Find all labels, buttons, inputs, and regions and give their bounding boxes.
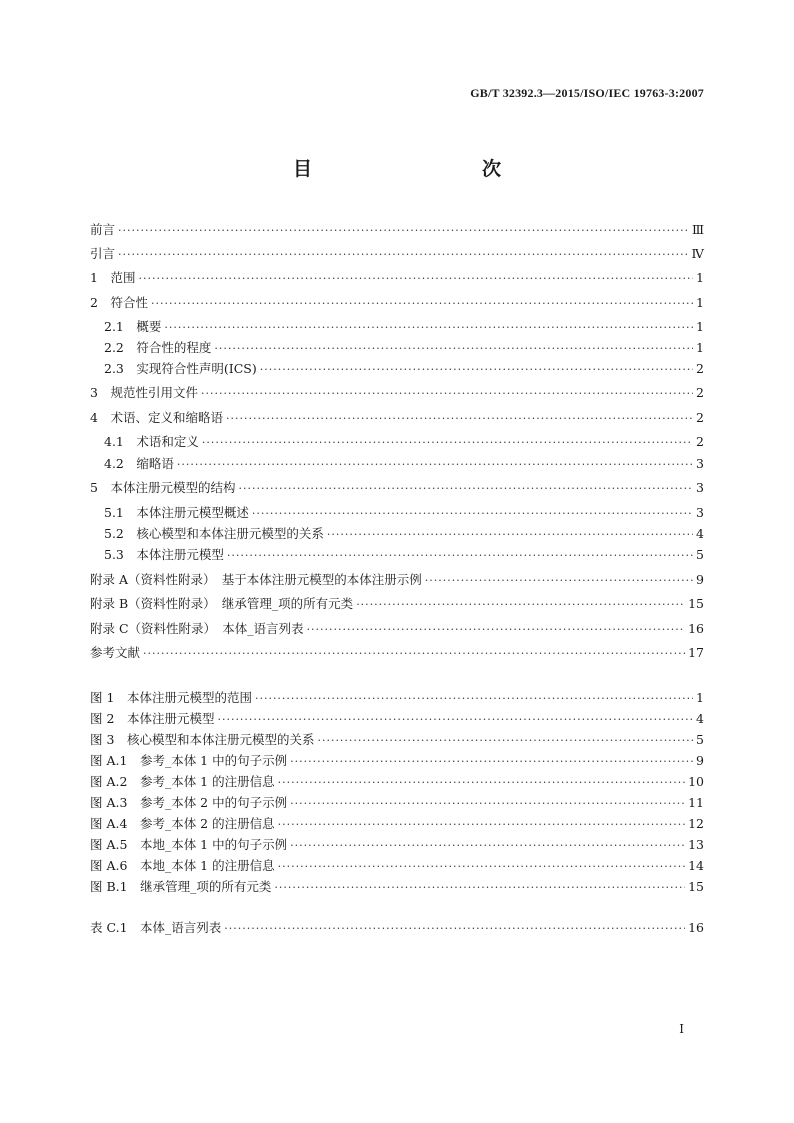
toc-entry-bibliography[interactable]: 参考文献 ····· 17	[90, 643, 704, 661]
figure-entry-a6[interactable]: 图 A.6 本地_本体 1 的注册信息 ····· 14	[90, 856, 704, 874]
leader-dots	[290, 839, 685, 852]
leader-dots	[164, 321, 693, 334]
toc-entry-annex-c[interactable]: 附录 C（资料性附录） 本体_语言列表 ····· 16	[90, 619, 704, 637]
figure-entry-a4[interactable]: 图 A.4 参考_本体 2 的注册信息 ····· 12	[90, 814, 704, 832]
toc-entry-2-3[interactable]: 2.3 实现符合性声明(ICS) ····· 2	[104, 359, 704, 377]
toc-entry-5-2[interactable]: 5.2 核心模型和本体注册元模型的关系 ····· 4	[104, 524, 704, 542]
leader-dots	[227, 549, 693, 562]
figure-entry-2[interactable]: 图 2 本体注册元模型 ····· 4	[90, 709, 704, 727]
standard-code: GB/T 32392.3—2015/ISO/IEC 19763-3:2007	[470, 86, 704, 100]
toc-entry-2-2[interactable]: 2.2 符合性的程度 ····· 1	[104, 338, 704, 356]
leader-dots	[217, 713, 693, 726]
figure-entry-a2[interactable]: 图 A.2 参考_本体 1 的注册信息 ····· 10	[90, 772, 704, 790]
toc-entry-2[interactable]: 2 符合性 ····· 1	[90, 293, 704, 311]
leader-dots	[278, 776, 686, 789]
leader-dots	[151, 297, 693, 310]
toc-entry-3[interactable]: 3 规范性引用文件 ····· 2	[90, 383, 704, 401]
toc-entry-4-2[interactable]: 4.2 缩略语 ····· 3	[104, 454, 704, 472]
leader-dots	[201, 387, 693, 400]
leader-dots	[214, 342, 693, 355]
toc-entry-5-1[interactable]: 5.1 本体注册元模型概述 ····· 3	[104, 503, 704, 521]
page-number: Ⅰ	[679, 1022, 684, 1036]
leader-dots	[307, 623, 686, 636]
leader-dots	[290, 755, 693, 768]
figure-entry-b1[interactable]: 图 B.1 继承管理_项的所有元类 ····· 15	[90, 877, 704, 895]
table-entry-c1[interactable]: 表 C.1 本体_语言列表 ····· 16	[90, 918, 704, 936]
toc-entry-annex-a[interactable]: 附录 A（资料性附录） 基于本体注册元模型的本体注册示例 ····· 9	[90, 570, 704, 588]
figure-entry-3[interactable]: 图 3 核心模型和本体注册元模型的关系 ····· 5	[90, 730, 704, 748]
figure-entry-a1[interactable]: 图 A.1 参考_本体 1 中的句子示例 ····· 9	[90, 751, 704, 769]
leader-dots	[290, 797, 685, 810]
leader-dots	[260, 363, 693, 376]
leader-dots	[252, 507, 693, 520]
leader-dots	[143, 647, 685, 660]
leader-dots	[278, 818, 686, 831]
figure-entry-1[interactable]: 图 1 本体注册元模型的范围 ····· 1	[90, 688, 704, 706]
leader-dots	[425, 574, 693, 587]
leader-dots	[238, 482, 693, 495]
toc-entry-5[interactable]: 5 本体注册元模型的结构 ····· 3	[90, 478, 704, 496]
leader-dots	[278, 860, 686, 873]
toc-entry-foreword[interactable]: 前言 ····· Ⅲ	[90, 220, 704, 238]
toc-entry-2-1[interactable]: 2.1 概要 ····· 1	[104, 317, 704, 335]
leader-dots	[226, 412, 693, 425]
toc-entry-5-3[interactable]: 5.3 本体注册元模型 ····· 5	[104, 545, 704, 563]
toc-entry-introduction[interactable]: 引言 ····· Ⅳ	[90, 244, 704, 262]
toc-entry-1[interactable]: 1 范围 ····· 1	[90, 268, 704, 286]
leader-dots	[202, 436, 693, 449]
leader-dots	[118, 248, 688, 261]
leader-dots	[118, 224, 689, 237]
leader-dots	[317, 734, 693, 747]
toc-entry-4[interactable]: 4 术语、定义和缩略语 ····· 2	[90, 408, 704, 426]
page-title: 目 次	[292, 158, 545, 180]
leader-dots	[356, 598, 685, 611]
toc-entry-4-1[interactable]: 4.1 术语和定义 ····· 2	[104, 432, 704, 450]
leader-dots	[255, 692, 693, 705]
leader-dots	[274, 881, 685, 894]
leader-dots	[138, 272, 693, 285]
leader-dots	[224, 922, 685, 935]
figure-entry-a5[interactable]: 图 A.5 本地_本体 1 中的句子示例 ····· 13	[90, 835, 704, 853]
leader-dots	[177, 458, 693, 471]
toc-entry-annex-b[interactable]: 附录 B（资料性附录） 继承管理_项的所有元类 ····· 15	[90, 594, 704, 612]
leader-dots	[327, 528, 693, 541]
figure-entry-a3[interactable]: 图 A.3 参考_本体 2 中的句子示例 ····· 11	[90, 793, 704, 811]
